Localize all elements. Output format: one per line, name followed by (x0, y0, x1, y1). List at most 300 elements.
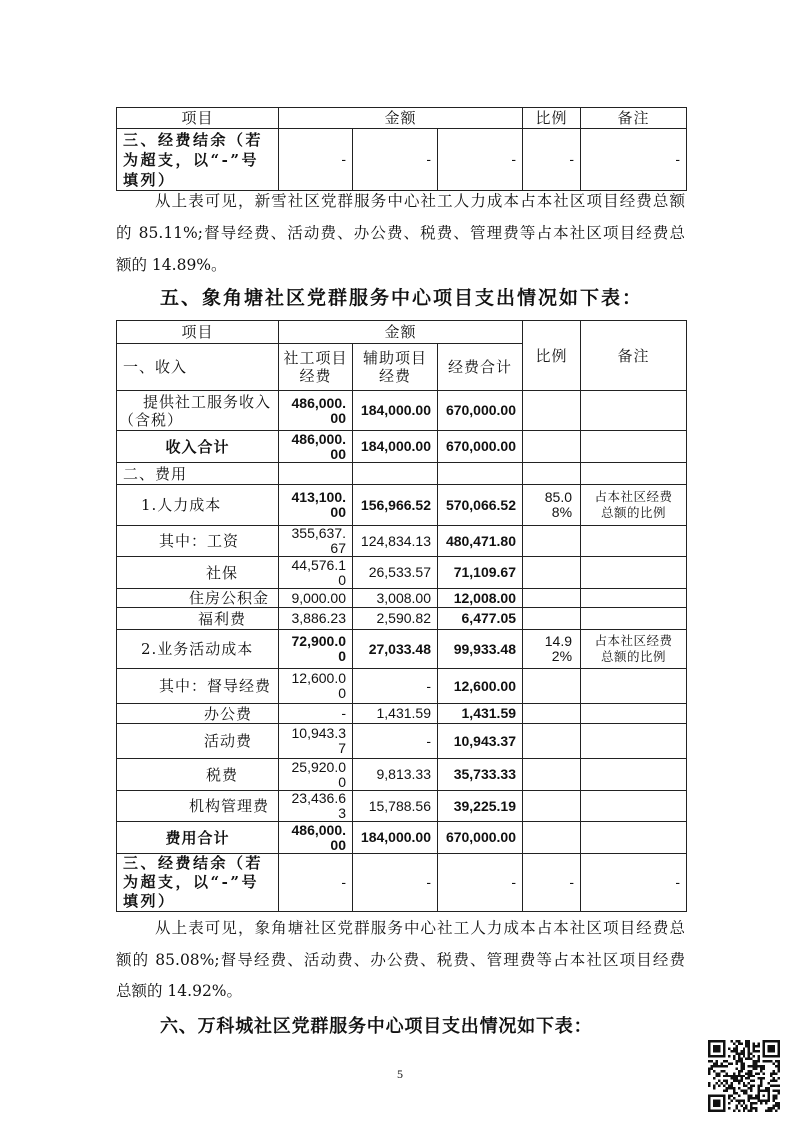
qr-module (723, 1060, 725, 1062)
qr-module (720, 1062, 722, 1064)
cell-ratio: - (523, 129, 581, 191)
cell-note (581, 669, 687, 704)
qr-module (765, 1100, 767, 1102)
qr-module (738, 1082, 740, 1084)
qr-module (770, 1045, 772, 1047)
cell-total-amount: 670,000.00 (438, 431, 523, 463)
amount-value: 44,576.10 (291, 556, 346, 588)
amount-value: 10,943.37 (291, 725, 346, 756)
qr-module (730, 1087, 732, 1089)
qr-module (778, 1105, 780, 1107)
qr-module (723, 1042, 725, 1044)
qr-module (778, 1067, 780, 1069)
section-heading-xiangjiaotang: 五、象角塘社区党群服务中心项目支出情况如下表： (160, 287, 644, 309)
qr-module (723, 1100, 725, 1102)
qr-module (708, 1070, 710, 1072)
qr-module (735, 1107, 737, 1109)
cell-note (581, 557, 687, 589)
qr-module (750, 1110, 752, 1112)
qr-module (720, 1110, 722, 1112)
qr-module (725, 1072, 727, 1074)
summary-xinxue-line-2: 的 85.11%;督导经费、活动费、办公费、税费、管理费等占本社区项目经费总 (116, 224, 685, 242)
qr-module (773, 1097, 775, 1099)
qr-module (753, 1062, 755, 1064)
qr-module (723, 1070, 725, 1072)
qr-module (770, 1110, 772, 1112)
qr-module (758, 1057, 760, 1059)
cell-auxiliary-amount: - (353, 854, 438, 912)
qr-module (773, 1077, 775, 1079)
qr-module (738, 1095, 740, 1097)
qr-module (773, 1047, 775, 1049)
cell-ratio (523, 822, 581, 854)
qr-module (735, 1092, 737, 1094)
qr-module (760, 1067, 762, 1069)
qr-module (743, 1082, 745, 1084)
qr-module (748, 1082, 750, 1084)
row-activity (117, 724, 687, 759)
qr-module (728, 1047, 730, 1049)
cell-social-work-amount (279, 822, 353, 854)
cell-social-work-amount: - (279, 854, 353, 912)
qr-module (723, 1085, 725, 1087)
qr-module (768, 1110, 770, 1112)
cell-ratio (523, 526, 581, 557)
qr-module (760, 1102, 762, 1104)
qr-module (770, 1072, 772, 1074)
qr-code (708, 1040, 780, 1112)
table-header-row (117, 108, 687, 129)
qr-module (745, 1077, 747, 1079)
qr-module (740, 1065, 742, 1067)
qr-module (735, 1075, 737, 1077)
qr-module (720, 1082, 722, 1084)
qr-module (755, 1110, 757, 1112)
summary-xiangjiaotang-line-3: 总额的 14.92%。 (116, 982, 243, 1000)
qr-module (770, 1050, 772, 1052)
qr-module (715, 1050, 717, 1052)
qr-module (758, 1060, 760, 1062)
cell-ratio (523, 557, 581, 589)
cell-note (581, 391, 687, 431)
qr-module (750, 1052, 752, 1054)
row-surplus (117, 854, 687, 912)
ratio-value: 14.92% (544, 633, 573, 664)
qr-module (748, 1052, 750, 1054)
qr-module (713, 1065, 715, 1067)
header-line: 辅助项目 (362, 349, 427, 367)
qr-module (740, 1057, 742, 1059)
qr-module (710, 1065, 712, 1067)
qr-module (745, 1085, 747, 1087)
qr-module (710, 1060, 712, 1062)
qr-module (763, 1072, 765, 1074)
qr-module (740, 1105, 742, 1107)
qr-module (748, 1110, 750, 1112)
qr-module (723, 1105, 725, 1107)
cell-label: 机构管理费 (117, 791, 279, 822)
note-line: 占本社区经费 (594, 489, 673, 504)
qr-module (773, 1072, 775, 1074)
cell-ratio (523, 608, 581, 630)
qr-module (708, 1052, 710, 1054)
note-line: 总额的比例 (601, 505, 667, 520)
qr-module (730, 1077, 732, 1079)
qr-module (753, 1065, 755, 1067)
qr-module (718, 1050, 720, 1052)
qr-module (758, 1085, 760, 1087)
row-wages (117, 526, 687, 557)
qr-module (778, 1090, 780, 1092)
qr-module (730, 1095, 732, 1097)
row-tax (117, 759, 687, 791)
qr-module (715, 1062, 717, 1064)
qr-module (733, 1080, 735, 1082)
cell-auxiliary-amount: 15,788.56 (353, 791, 438, 822)
cell-label: 2.业务活动成本 (117, 630, 279, 669)
qr-module (778, 1070, 780, 1072)
qr-module (770, 1040, 772, 1042)
qr-module (725, 1060, 727, 1062)
cell-note (581, 759, 687, 791)
qr-module (745, 1090, 747, 1092)
qr-module (758, 1095, 760, 1097)
cell-social-work-amount (279, 557, 353, 589)
qr-module (748, 1057, 750, 1059)
cell-total-amount: 99,933.48 (438, 630, 523, 669)
qr-module (733, 1050, 735, 1052)
qr-module (733, 1057, 735, 1059)
amount-value: 486,000.00 (291, 821, 346, 853)
label-line: 为超支，以“-”号 (123, 150, 259, 169)
qr-module (778, 1047, 780, 1049)
qr-module (750, 1090, 752, 1092)
row-management (117, 791, 687, 822)
header-amount: 金额 (279, 108, 523, 129)
row-surplus (117, 129, 687, 191)
qr-module (730, 1082, 732, 1084)
cell-note (581, 463, 687, 485)
qr-module (775, 1055, 777, 1057)
cell-social-work-amount (279, 791, 353, 822)
cell-ratio (523, 724, 581, 759)
qr-module (768, 1087, 770, 1089)
label-line: 为超支，以“-”号 (123, 873, 259, 891)
qr-module (745, 1092, 747, 1094)
label-line: （含税） (119, 410, 184, 429)
qr-module (775, 1102, 777, 1104)
qr-module (758, 1090, 760, 1092)
qr-module (740, 1080, 742, 1082)
qr-module (778, 1065, 780, 1067)
cell-total-amount: 6,477.05 (438, 608, 523, 630)
qr-module (765, 1060, 767, 1062)
cell-social-work-amount (279, 608, 353, 630)
qr-module (748, 1065, 750, 1067)
cell-label: 其中：工资 (117, 526, 279, 557)
qr-module (713, 1105, 715, 1107)
qr-module (735, 1077, 737, 1079)
qr-module (730, 1062, 732, 1064)
qr-module (765, 1102, 767, 1104)
qr-module (743, 1062, 745, 1064)
qr-module (740, 1062, 742, 1064)
summary-xiangjiaotang-line-2: 额的 85.08%;督导经费、活动费、办公费、税费、管理费等占本社区项目经费 (116, 951, 685, 969)
ratio-value: 85.08% (544, 489, 573, 520)
qr-module (760, 1077, 762, 1079)
qr-module (768, 1045, 770, 1047)
cell-total-amount: 1,431.59 (438, 704, 523, 724)
qr-module (755, 1060, 757, 1062)
qr-module (758, 1065, 760, 1067)
row-expense-section (117, 463, 687, 485)
qr-module (753, 1097, 755, 1099)
cell-ratio (523, 759, 581, 791)
qr-module (763, 1095, 765, 1097)
cell-social-work-amount (279, 463, 353, 485)
qr-module (773, 1055, 775, 1057)
cell-social-work-amount (279, 724, 353, 759)
qr-module (733, 1110, 735, 1112)
qr-module (753, 1107, 755, 1109)
qr-module (708, 1067, 710, 1069)
qr-module (778, 1052, 780, 1054)
qr-module (725, 1065, 727, 1067)
qr-module (760, 1100, 762, 1102)
qr-module (730, 1100, 732, 1102)
qr-module (763, 1077, 765, 1079)
qr-module (773, 1085, 775, 1087)
qr-module (728, 1085, 730, 1087)
qr-module (778, 1042, 780, 1044)
qr-module (778, 1045, 780, 1047)
qr-module (770, 1085, 772, 1087)
qr-module (765, 1055, 767, 1057)
qr-module (755, 1065, 757, 1067)
qr-module (708, 1097, 710, 1099)
qr-module (745, 1107, 747, 1109)
qr-module (738, 1100, 740, 1102)
cell-auxiliary-amount: 1,431.59 (353, 704, 438, 724)
qr-module (770, 1060, 772, 1062)
qr-module (748, 1072, 750, 1074)
cell-auxiliary-amount: 156,966.52 (353, 485, 438, 526)
cell-total-amount: 39,225.19 (438, 791, 523, 822)
qr-module (743, 1065, 745, 1067)
qr-module (763, 1040, 765, 1042)
qr-module (723, 1080, 725, 1082)
amount-value: 25,920.00 (291, 758, 346, 790)
cell-auxiliary-amount: 27,033.48 (353, 630, 438, 669)
qr-module (745, 1040, 747, 1042)
qr-module (723, 1047, 725, 1049)
qr-module (743, 1047, 745, 1049)
qr-module (733, 1087, 735, 1089)
qr-module (728, 1097, 730, 1099)
qr-module (773, 1107, 775, 1109)
qr-module (773, 1090, 775, 1092)
qr-module (728, 1102, 730, 1104)
qr-module (770, 1107, 772, 1109)
note-line: 总额的比例 (601, 649, 667, 664)
qr-module (768, 1107, 770, 1109)
qr-module (743, 1075, 745, 1077)
qr-module (748, 1087, 750, 1089)
qr-module (745, 1105, 747, 1107)
qr-module (718, 1055, 720, 1057)
cell-ratio (523, 463, 581, 485)
row-income-service (117, 391, 687, 431)
qr-module (723, 1107, 725, 1109)
cell-note (581, 589, 687, 608)
qr-module (773, 1040, 775, 1042)
cell-label: 活动费 (117, 724, 279, 759)
qr-module (738, 1072, 740, 1074)
qr-module (743, 1090, 745, 1092)
qr-module (735, 1045, 737, 1047)
header-note: 备注 (581, 321, 687, 391)
qr-module (740, 1060, 742, 1062)
cell-note (581, 608, 687, 630)
qr-module (743, 1055, 745, 1057)
qr-module (735, 1062, 737, 1064)
summary-xinxue-line-3: 额的 14.89%。 (116, 256, 227, 274)
qr-module (713, 1050, 715, 1052)
qr-module (748, 1042, 750, 1044)
cell-auxiliary-amount: 124,834.13 (353, 526, 438, 557)
cell-note (581, 526, 687, 557)
qr-module (718, 1075, 720, 1077)
qr-module (758, 1072, 760, 1074)
cell-note (581, 485, 687, 526)
qr-module (733, 1075, 735, 1077)
qr-module (778, 1062, 780, 1064)
qr-module (753, 1047, 755, 1049)
qr-module (713, 1095, 715, 1097)
cell-label (117, 854, 279, 912)
cell-label: 社保 (117, 557, 279, 589)
amount-value: - (341, 705, 346, 722)
qr-module (758, 1042, 760, 1044)
qr-module (740, 1042, 742, 1044)
cell-label (117, 391, 279, 431)
qr-module (743, 1102, 745, 1104)
qr-module (720, 1095, 722, 1097)
qr-module (778, 1107, 780, 1109)
qr-module (763, 1100, 765, 1102)
qr-module (718, 1040, 720, 1042)
amount-value: 355,637.67 (291, 525, 346, 556)
header-total-funds: 经费合计 (438, 344, 523, 391)
cell-total-amount: 12,008.00 (438, 589, 523, 608)
qr-module (723, 1045, 725, 1047)
qr-module (760, 1080, 762, 1082)
cell-note (581, 431, 687, 463)
qr-module (715, 1040, 717, 1042)
label-line: 三、经费结余（若 (123, 130, 264, 149)
qr-module (738, 1040, 740, 1042)
qr-module (713, 1100, 715, 1102)
row-labor-cost (117, 485, 687, 526)
qr-module (708, 1047, 710, 1049)
qr-module (768, 1055, 770, 1057)
qr-module (763, 1042, 765, 1044)
qr-module (728, 1055, 730, 1057)
qr-module (708, 1085, 710, 1087)
qr-module (755, 1062, 757, 1064)
label-line: 三、经费结余（若 (123, 854, 264, 872)
qr-module (773, 1100, 775, 1102)
qr-module (733, 1092, 735, 1094)
qr-module (765, 1090, 767, 1092)
qr-module (773, 1050, 775, 1052)
cell-social-work-amount (279, 589, 353, 608)
qr-module (735, 1060, 737, 1062)
cell-note (581, 822, 687, 854)
qr-module (750, 1065, 752, 1067)
qr-module (730, 1050, 732, 1052)
qr-module (708, 1102, 710, 1104)
qr-module (775, 1060, 777, 1062)
qr-module (775, 1065, 777, 1067)
qr-module (735, 1050, 737, 1052)
qr-module (710, 1067, 712, 1069)
label-line: 填列） (123, 892, 176, 910)
qr-module (765, 1040, 767, 1042)
qr-module (753, 1085, 755, 1087)
qr-module (748, 1075, 750, 1077)
qr-module (745, 1042, 747, 1044)
qr-module (723, 1110, 725, 1112)
qr-module (738, 1110, 740, 1112)
qr-module (743, 1107, 745, 1109)
qr-module (708, 1095, 710, 1097)
row-expense-total (117, 822, 687, 854)
cell-total-amount: 570,066.52 (438, 485, 523, 526)
qr-module (753, 1042, 755, 1044)
cell-total-amount: 480,471.80 (438, 526, 523, 557)
qr-module (715, 1095, 717, 1097)
qr-module (708, 1040, 710, 1042)
qr-module (730, 1075, 732, 1077)
qr-module (755, 1107, 757, 1109)
qr-module (748, 1097, 750, 1099)
header-ratio: 比例 (523, 321, 581, 391)
qr-module (748, 1045, 750, 1047)
qr-module (723, 1075, 725, 1077)
qr-module (750, 1085, 752, 1087)
qr-module (768, 1095, 770, 1097)
qr-module (720, 1070, 722, 1072)
qr-module (778, 1055, 780, 1057)
cell-social-work-amount (279, 391, 353, 431)
qr-module (778, 1077, 780, 1079)
cell-social-work-amount (279, 630, 353, 669)
qr-module (713, 1085, 715, 1087)
qr-module (723, 1095, 725, 1097)
qr-module (723, 1055, 725, 1057)
qr-module (758, 1050, 760, 1052)
qr-module (708, 1100, 710, 1102)
qr-module (750, 1072, 752, 1074)
qr-module (748, 1070, 750, 1072)
qr-module (753, 1055, 755, 1057)
qr-module (773, 1070, 775, 1072)
qr-module (778, 1085, 780, 1087)
qr-module (738, 1042, 740, 1044)
header-item: 项目 (117, 108, 279, 129)
qr-module (775, 1110, 777, 1112)
